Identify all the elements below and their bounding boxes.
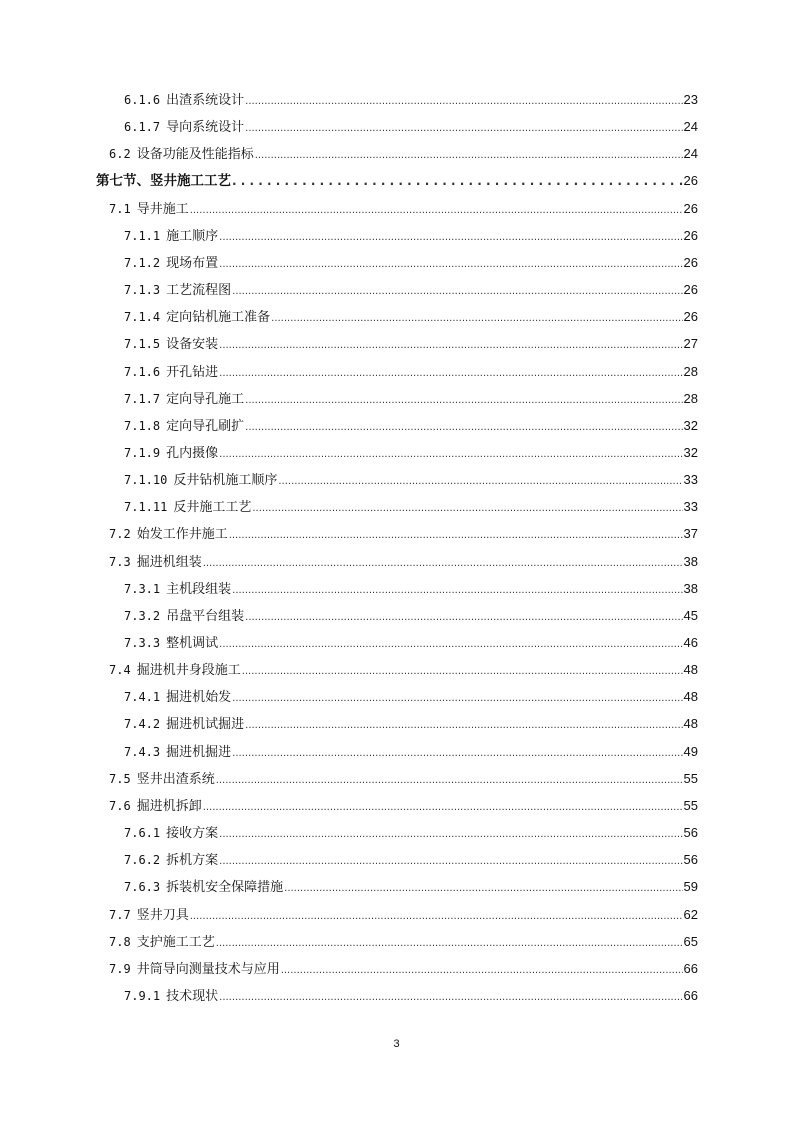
toc-entry-title: 导向系统设计	[166, 120, 245, 136]
toc-entry-title: 定向导孔刷扩	[166, 418, 245, 434]
dot-leader	[242, 662, 683, 682]
toc-entry-number: 7.3.1	[124, 581, 161, 596]
toc-entry-title: 技术现状	[166, 988, 219, 1004]
dot-leader	[281, 961, 683, 981]
toc-entry[interactable]	[124, 633, 698, 653]
toc-entry-number: 7.1.8	[124, 418, 161, 433]
toc-entry-number: 7.6.3	[124, 880, 161, 895]
toc-entry-number: 7.4.3	[124, 744, 161, 759]
toc-entry[interactable]	[124, 579, 698, 599]
toc-entry-title: 工艺流程图	[166, 283, 232, 299]
dot-leader	[219, 336, 682, 356]
toc-entry-title: 吊盘平台组装	[166, 608, 245, 624]
toc-entry[interactable]	[124, 334, 698, 354]
toc-entry[interactable]	[109, 199, 698, 219]
toc-entry[interactable]	[124, 90, 698, 110]
dot-leader	[219, 635, 682, 655]
toc-entry-title: 孔内摄像	[166, 445, 219, 461]
toc-entry-title: 反井钻机施工顺序	[173, 473, 278, 489]
toc-entry-title: 拆装机安全保障措施	[166, 880, 284, 896]
toc-entry-number: 7.1.6	[124, 364, 161, 379]
dot-leader	[252, 499, 682, 519]
toc-entry-page: 49	[683, 743, 698, 759]
dot-leader	[219, 255, 682, 275]
toc-entry-page: 48	[683, 662, 698, 678]
page-number: 3	[393, 1038, 400, 1050]
toc-entry-number: 7.7	[109, 907, 131, 922]
toc-entry-title: 现场布置	[166, 255, 219, 271]
toc-entry-number: 7.6.2	[124, 853, 161, 868]
toc-entry-number: 7.1.9	[124, 445, 161, 460]
dot-leader	[284, 879, 682, 899]
toc-entry-title: 定向钻机施工准备	[166, 310, 271, 326]
toc-entry[interactable]	[124, 470, 698, 490]
toc-entry-title: 整机调试	[166, 636, 219, 651]
toc-entry-title: 施工顺序	[166, 228, 219, 244]
toc-entry-number: 7.9.1	[124, 988, 161, 1003]
toc-entry-number: 7.8	[109, 934, 131, 949]
toc-entry[interactable]	[124, 850, 698, 870]
toc-entry-number: 7.3.2	[124, 608, 161, 623]
toc-entry-page: 33	[683, 472, 698, 488]
toc-entry-number: 7.1.7	[124, 391, 161, 406]
toc-entry[interactable]	[124, 687, 698, 707]
toc-entry-page: 62	[683, 906, 698, 922]
toc-entry-number: 7.9	[109, 961, 131, 976]
toc-entry-page: 45	[683, 607, 698, 623]
dot-leader	[190, 907, 683, 927]
toc-entry[interactable]	[96, 171, 698, 191]
toc-entry[interactable]	[124, 253, 698, 273]
toc-entry-page: 32	[683, 417, 698, 433]
toc-entry-number: 7.2	[109, 527, 131, 542]
dot-leader	[255, 146, 683, 166]
toc-entry-page: 26	[683, 200, 698, 216]
toc-entry-title: 导井施工	[136, 201, 189, 217]
toc-entry[interactable]	[109, 144, 698, 164]
toc-entry[interactable]	[109, 524, 698, 544]
dot-leader	[271, 309, 682, 329]
toc-entry-title: 掘进机掘进	[166, 744, 232, 760]
toc-entry-page: 26	[683, 173, 698, 189]
toc-entry-page: 37	[683, 526, 698, 542]
toc-entry-number: 7.1.1	[124, 228, 161, 243]
toc-entry-page: 56	[683, 825, 698, 841]
dot-leader	[219, 364, 682, 384]
toc-entry-number: 7.1	[109, 201, 131, 216]
toc-entry-page: 26	[683, 254, 698, 270]
toc-entry-number: 7.4	[109, 663, 131, 678]
toc-entry-title: 主机段组装	[166, 581, 232, 597]
dot-leader	[232, 282, 682, 302]
dot-leader	[245, 608, 682, 628]
toc-entry-number: 7.3	[109, 554, 131, 569]
toc-entry-page: 66	[683, 960, 698, 976]
toc-entry-title: 反井施工工艺	[173, 500, 252, 516]
dot-leader	[219, 228, 682, 248]
dot-leader	[232, 744, 682, 764]
toc-entry[interactable]	[124, 497, 698, 517]
toc-entry-page: 38	[683, 580, 698, 596]
toc-entry[interactable]	[124, 986, 698, 1006]
toc-entry[interactable]	[109, 796, 698, 816]
toc-entry-title: 掘进机试掘进	[166, 717, 245, 733]
dot-leader	[245, 391, 682, 411]
toc-entry[interactable]	[124, 226, 698, 246]
toc-entry-number: 7.1.5	[124, 337, 161, 352]
toc-entry-title: 设备功能及性能指标	[136, 147, 254, 163]
toc-entry-title: 井筒导向测量技术与应用	[136, 961, 280, 977]
toc-entry[interactable]	[109, 905, 698, 925]
toc-entry-title: 掘进机始发	[166, 690, 232, 706]
toc-entry[interactable]	[109, 552, 698, 572]
toc-entry-number: 6.2	[109, 147, 131, 162]
toc-entry-title: 掘进机井身段施工	[136, 663, 241, 679]
dot-leader	[190, 201, 683, 221]
dot-leader	[245, 92, 682, 112]
toc-entry-number: 7.6	[109, 798, 131, 813]
toc-entry-page: 26	[683, 282, 698, 298]
toc-entry[interactable]	[124, 362, 698, 382]
toc-entry[interactable]	[124, 443, 698, 463]
toc-entry-number: 7.3.3	[124, 636, 161, 650]
toc-entry-title: 第七节、竖井施工工艺	[96, 173, 231, 190]
toc-entry[interactable]	[124, 416, 698, 436]
toc-entry-title: 始发工作井施工	[136, 527, 228, 543]
toc-entry-number: 7.6.1	[124, 826, 161, 841]
toc-entry-page: 24	[683, 146, 698, 162]
toc-entry-number: 7.1.11	[124, 500, 168, 515]
toc-entry-number: 7.4.2	[124, 717, 161, 732]
toc-entry-title: 设备安装	[166, 337, 219, 353]
toc-entry-number: 7.1.3	[124, 283, 161, 298]
toc-entry-page: 59	[683, 879, 698, 895]
toc-entry[interactable]	[109, 932, 698, 952]
toc-entry-title: 竖井出渣系统	[136, 771, 215, 787]
toc-entry[interactable]	[124, 280, 698, 300]
dot-leader	[216, 771, 683, 791]
toc-entry-number: 7.1.2	[124, 255, 161, 270]
toc-entry-page: 38	[683, 553, 698, 569]
dot-leader	[203, 554, 683, 574]
toc-entry-page: 24	[683, 119, 698, 135]
toc-entry-page: 56	[683, 852, 698, 868]
toc-entry-number: 7.1.4	[124, 310, 161, 325]
toc-entry[interactable]	[109, 660, 698, 680]
toc-entry-page: 28	[683, 363, 698, 379]
toc-entry-page: 55	[683, 770, 698, 786]
toc-entry-page: 26	[683, 309, 698, 325]
toc-entry-title: 拆机方案	[166, 853, 219, 869]
toc-entry[interactable]	[109, 769, 698, 789]
dot-leader	[216, 934, 683, 954]
toc-entry-number: 6.1.7	[124, 120, 161, 135]
dot-leader	[232, 689, 682, 709]
toc-entry-title: 竖井刀具	[136, 907, 189, 923]
toc-entry-number: 7.1.10	[124, 473, 168, 488]
toc-entry-title: 掘进机拆卸	[136, 798, 202, 814]
toc-entry[interactable]	[124, 877, 698, 897]
dot-leader	[245, 716, 682, 736]
toc-entry[interactable]	[124, 389, 698, 409]
dot-leader	[229, 526, 683, 546]
toc-entry-title: 支护施工工艺	[136, 934, 215, 950]
toc-entry-title: 掘进机组装	[136, 554, 202, 570]
dot-leader	[278, 472, 682, 492]
toc-entry-page: 32	[683, 444, 698, 460]
dot-leader	[232, 581, 682, 601]
toc-entry[interactable]	[124, 117, 698, 137]
dot-leader	[203, 798, 683, 818]
toc-entry[interactable]	[124, 714, 698, 734]
toc-entry-number: 6.1.6	[124, 93, 161, 107]
dot-leader	[219, 445, 682, 465]
toc-entry[interactable]	[124, 307, 698, 327]
toc-entry-page: 55	[683, 797, 698, 813]
toc-entry-page: 48	[683, 716, 698, 732]
toc-entry-number: 7.5	[109, 771, 131, 786]
toc-entry-title: 出渣系统设计	[166, 93, 245, 108]
dot-leader	[245, 119, 682, 139]
toc-entry-page: 66	[683, 987, 698, 1003]
toc-entry[interactable]	[109, 959, 698, 979]
toc-entry-title: 开孔钻进	[166, 364, 219, 380]
toc-entry-page: 23	[683, 92, 698, 107]
toc-entry-page: 48	[683, 689, 698, 705]
toc-entry-page: 26	[683, 227, 698, 243]
toc-entry-title: 定向导孔施工	[166, 391, 245, 407]
toc-entry[interactable]	[124, 742, 698, 762]
toc-entry-number: 7.4.1	[124, 690, 161, 705]
dot-leader	[219, 852, 682, 872]
toc-entry-title: 接收方案	[166, 826, 219, 842]
toc-entry-page: 65	[683, 933, 698, 949]
dot-leader	[232, 171, 683, 191]
toc-entry-page: 33	[683, 499, 698, 515]
dot-leader	[245, 418, 682, 438]
toc-entry-page: 27	[683, 336, 698, 352]
toc-entry-page: 46	[683, 635, 698, 650]
dot-leader	[219, 825, 682, 845]
toc-entry[interactable]	[124, 823, 698, 843]
toc-entry[interactable]	[124, 606, 698, 626]
toc-entry-page: 28	[683, 390, 698, 406]
dot-leader	[219, 988, 682, 1008]
